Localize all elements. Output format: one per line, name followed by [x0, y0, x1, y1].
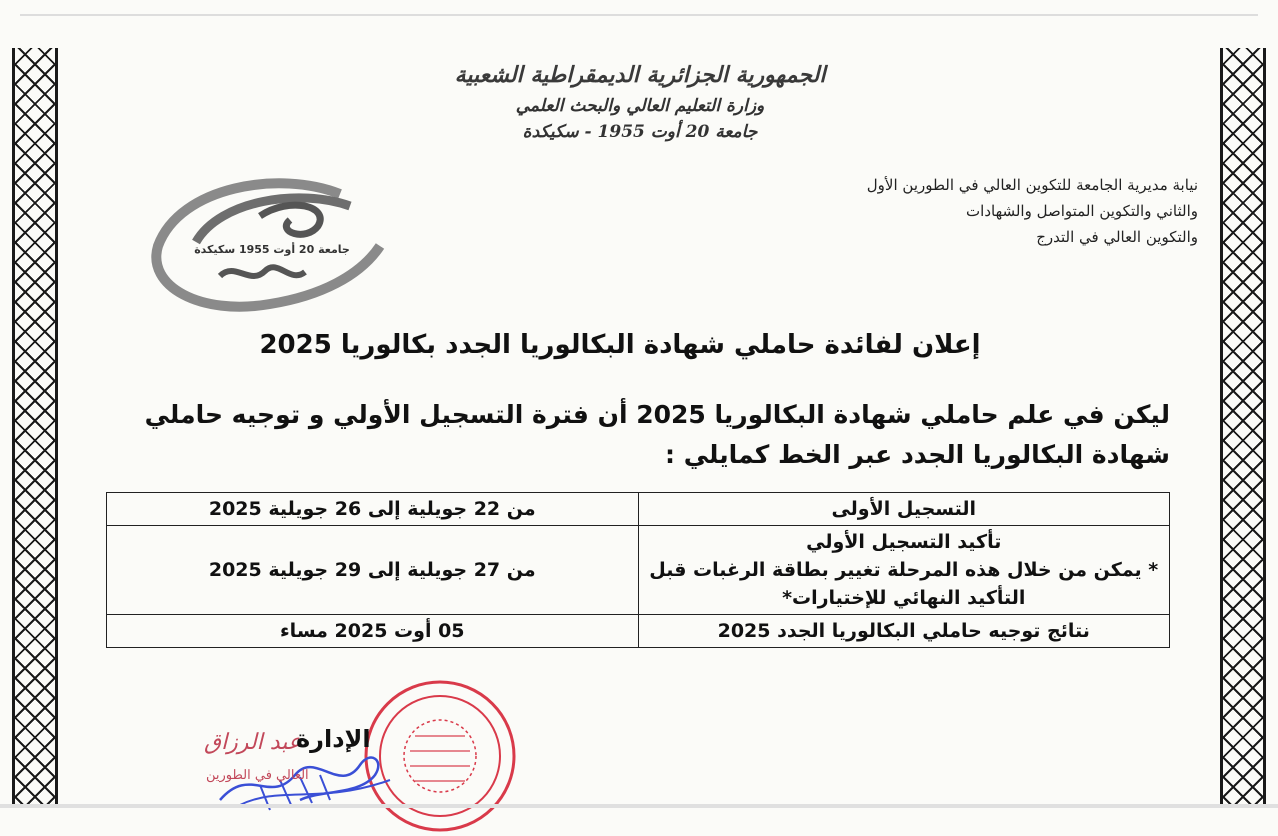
table-row [107, 526, 1170, 615]
stage-label: التسجيل الأولى [831, 498, 977, 520]
administration-label: الإدارة [296, 725, 371, 753]
deanship-line-1: نيابة مديرية الجامعة للتكوين العالي في الطورين الأول [866, 176, 1198, 194]
stage-cell [638, 493, 1170, 526]
deanship-line-3: والتكوين العالي في التدرج [1036, 228, 1198, 246]
date-cell: 05 أوت 2025 مساء [107, 615, 639, 648]
stage-cell [638, 526, 1170, 615]
ministry-name: وزارة التعليم العالي والبحث العلمي [515, 96, 765, 116]
date-cell: من 27 جويلية إلى 29 جويلية 2025 [107, 526, 639, 615]
decorative-border-right [1220, 48, 1266, 808]
stage-cell [638, 615, 1170, 648]
stage-note: التأكيد النهائي للإختيارات* [782, 587, 1026, 609]
logo-text: جامعة 20 أوت 1955 سكيكدة [194, 243, 350, 256]
decorative-border-left [12, 48, 58, 808]
stamp-sub-text: العالي في الطورين [206, 768, 309, 783]
deanship-block [818, 172, 1198, 250]
deanship-line-2: والثاني والتكوين المتواصل والشهادات [966, 202, 1198, 220]
stamp-name-text: عبد الرزاق [204, 730, 302, 755]
bottom-scan-line [0, 804, 1278, 808]
top-scan-line [20, 14, 1258, 16]
university-name: جامعة 20 أوت 1955 - سكيكدة [522, 122, 758, 142]
official-header [430, 62, 850, 142]
schedule-table [106, 492, 1170, 648]
table-row [107, 493, 1170, 526]
announcement-intro: ليكن في علم حاملي شهادة البكالوريا 2025 أن فترة التسجيل الأولي و توجيه حاملي شهادة البكالوريا الجدد عبر الخط كمايلي : [144, 400, 1170, 469]
stage-label: نتائج توجيه حاملي البكالوريا الجدد 2025 [717, 620, 1090, 642]
date-cell: من 22 جويلية إلى 26 جويلية 2025 [107, 493, 639, 526]
republic-name: الجمهورية الجزائرية الديمقراطية الشعبية [454, 62, 826, 88]
signature-icon [200, 705, 400, 815]
table-row [107, 615, 1170, 648]
announcement-title: إعلان لفائدة حاملي شهادة البكالوريا الجدد بكالوريا 2025 [259, 330, 981, 360]
stage-note: * يمكن من خلال هذه المرحلة تغيير بطاقة الرغبات قبل [649, 559, 1159, 581]
stage-label: تأكيد التسجيل الأولي [806, 531, 1002, 553]
